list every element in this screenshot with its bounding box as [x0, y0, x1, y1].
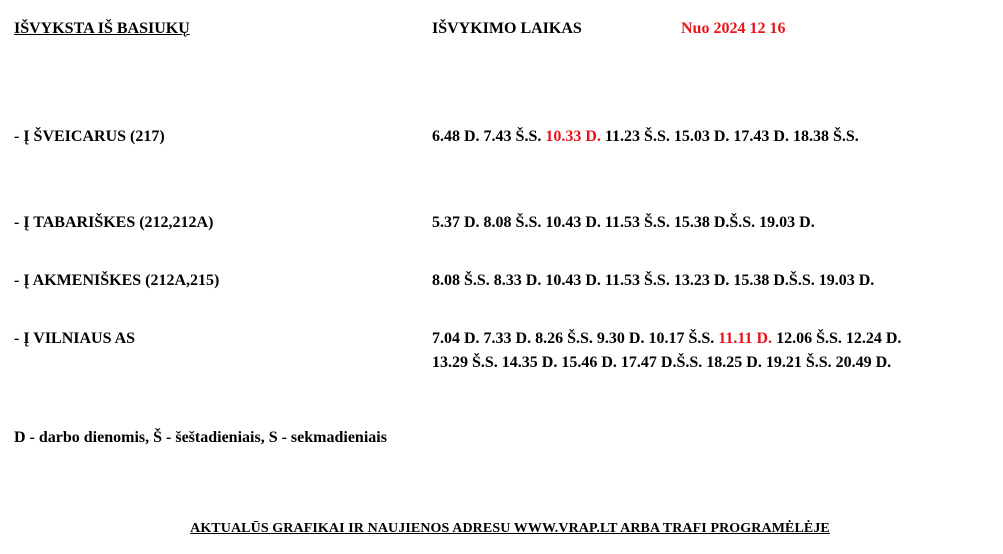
time-segment: 5.37 D. 8.08 Š.S. 10.43 D. 11.53 Š.S. 15.38 D.Š.S. 19.03 D. — [432, 214, 815, 231]
route-times-vilniaus-as — [432, 327, 901, 375]
time-segment: 13.29 Š.S. 14.35 D. 15.46 D. 17.47 D.Š.S. 18.25 D. 19.21 Š.S. 20.49 D. — [432, 354, 892, 371]
times-line-2 — [432, 351, 901, 375]
route-name-akmeniskes: - Į AKMENIŠKES (212A,215) — [14, 272, 220, 289]
route-name-vilniaus-as: - Į VILNIAUS AS — [14, 330, 136, 347]
footer-notice: AKTUALŪS GRAFIKAI IR NAUJIENOS ADRESU WWW.VRAP.LT ARBA TRAFI PROGRAMĖLĖJE — [190, 521, 830, 536]
valid-from-date: Nuo 2024 12 16 — [681, 20, 786, 37]
departs-from-heading: IŠVYKSTA IŠ BASIUKŲ — [14, 20, 190, 37]
route-times-sveicarus — [432, 128, 859, 146]
route-times-akmeniskes — [432, 272, 874, 290]
time-segment: 7.04 D. 7.33 D. 8.26 Š.S. 9.30 D. 10.17 Š.S. — [432, 330, 719, 347]
times-line-1 — [432, 327, 901, 351]
route-name-sveicarus: - Į ŠVEICARUS (217) — [14, 128, 165, 145]
time-segment: 12.06 Š.S. 12.24 D. — [772, 330, 902, 347]
time-segment: 11.23 Š.S. 15.03 D. 17.43 D. 18.38 Š.S. — [600, 128, 859, 145]
route-times-tabariskes — [432, 214, 815, 232]
departure-time-heading: IŠVYKIMO LAIKAS — [432, 20, 582, 37]
legend: D - darbo dienomis, Š - šeštadieniais, S - sekmadieniais — [14, 429, 387, 446]
time-segment-highlighted: 10.33 D. — [545, 128, 601, 145]
time-segment-highlighted: 11.11 D. — [718, 330, 773, 347]
time-segment: 6.48 D. 7.43 Š.S. — [432, 128, 546, 145]
route-name-tabariskes: - Į TABARIŠKES (212,212A) — [14, 214, 214, 231]
time-segment: 8.08 Š.S. 8.33 D. 10.43 D. 11.53 Š.S. 13.23 D. 15.38 D.Š.S. 19.03 D. — [432, 272, 875, 289]
